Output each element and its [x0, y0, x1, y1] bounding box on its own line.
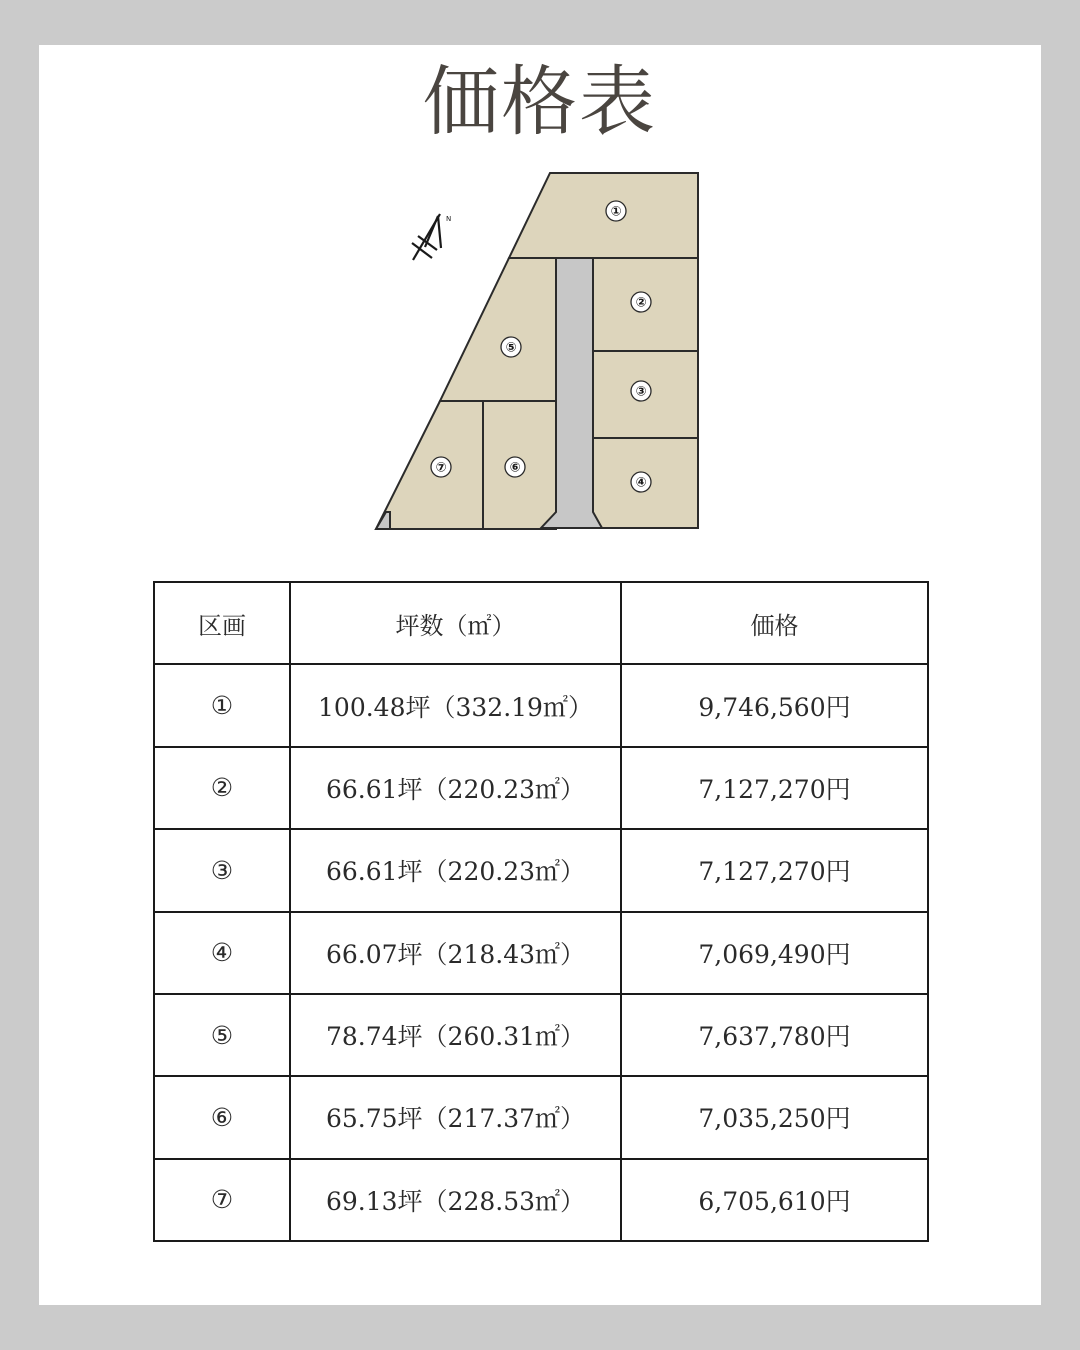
- cell-area: 78.74坪（260.31㎡）: [290, 994, 621, 1076]
- cell-area: 66.61坪（220.23㎡）: [290, 829, 621, 911]
- svg-text:③: ③: [635, 384, 647, 400]
- svg-text:①: ①: [610, 204, 622, 220]
- table-header-row: [154, 582, 928, 664]
- lot-label-3: [631, 381, 651, 401]
- svg-text:④: ④: [635, 475, 647, 491]
- site-plan: [0, 0, 1080, 560]
- svg-text:②: ②: [635, 295, 647, 311]
- cell-area: 66.61坪（220.23㎡）: [290, 747, 621, 829]
- price-table: [153, 581, 929, 1242]
- cell-price: 9,746,560円: [621, 664, 928, 746]
- cell-price: 7,127,270円: [621, 747, 928, 829]
- lot-label-7: [431, 457, 451, 477]
- table-row: [154, 912, 928, 994]
- lot-label-6: [505, 457, 525, 477]
- table-row: [154, 829, 928, 911]
- lot-1: [509, 173, 698, 258]
- cell-lot: ②: [154, 747, 290, 829]
- cell-price: 7,035,250円: [621, 1076, 928, 1158]
- cell-price: 7,127,270円: [621, 829, 928, 911]
- cell-price: 7,637,780円: [621, 994, 928, 1076]
- table-row: [154, 1159, 928, 1241]
- svg-text:⑤: ⑤: [505, 340, 517, 356]
- lot-5: [440, 258, 556, 401]
- table-row: [154, 994, 928, 1076]
- cell-area: 66.07坪（218.43㎡）: [290, 912, 621, 994]
- cell-lot: ⑥: [154, 1076, 290, 1158]
- page-title: 価格表: [423, 57, 657, 146]
- table-row: [154, 664, 928, 746]
- lot-label-2: [631, 292, 651, 312]
- cell-lot: ⑦: [154, 1159, 290, 1241]
- cell-lot: ①: [154, 664, 290, 746]
- cell-price: 7,069,490円: [621, 912, 928, 994]
- table-row: [154, 1076, 928, 1158]
- table-row: [154, 747, 928, 829]
- lot-label-1: [606, 201, 626, 221]
- north-label: N: [446, 215, 452, 223]
- cell-area: 100.48坪（332.19㎡）: [290, 664, 621, 746]
- cell-lot: ④: [154, 912, 290, 994]
- lot-label-4: [631, 472, 651, 492]
- cell-lot: ⑤: [154, 994, 290, 1076]
- svg-text:⑦: ⑦: [435, 460, 447, 476]
- header-lot: 区画: [154, 582, 290, 664]
- lot-7: [376, 401, 483, 529]
- cell-area: 69.13坪（228.53㎡）: [290, 1159, 621, 1241]
- lot-label-5: [501, 337, 521, 357]
- svg-text:⑥: ⑥: [509, 460, 521, 476]
- header-area: 坪数（㎡）: [290, 582, 621, 664]
- cell-price: 6,705,610円: [621, 1159, 928, 1241]
- cell-lot: ③: [154, 829, 290, 911]
- header-price: 価格: [621, 582, 928, 664]
- cell-area: 65.75坪（217.37㎡）: [290, 1076, 621, 1158]
- north-arrow-icon: [412, 214, 441, 260]
